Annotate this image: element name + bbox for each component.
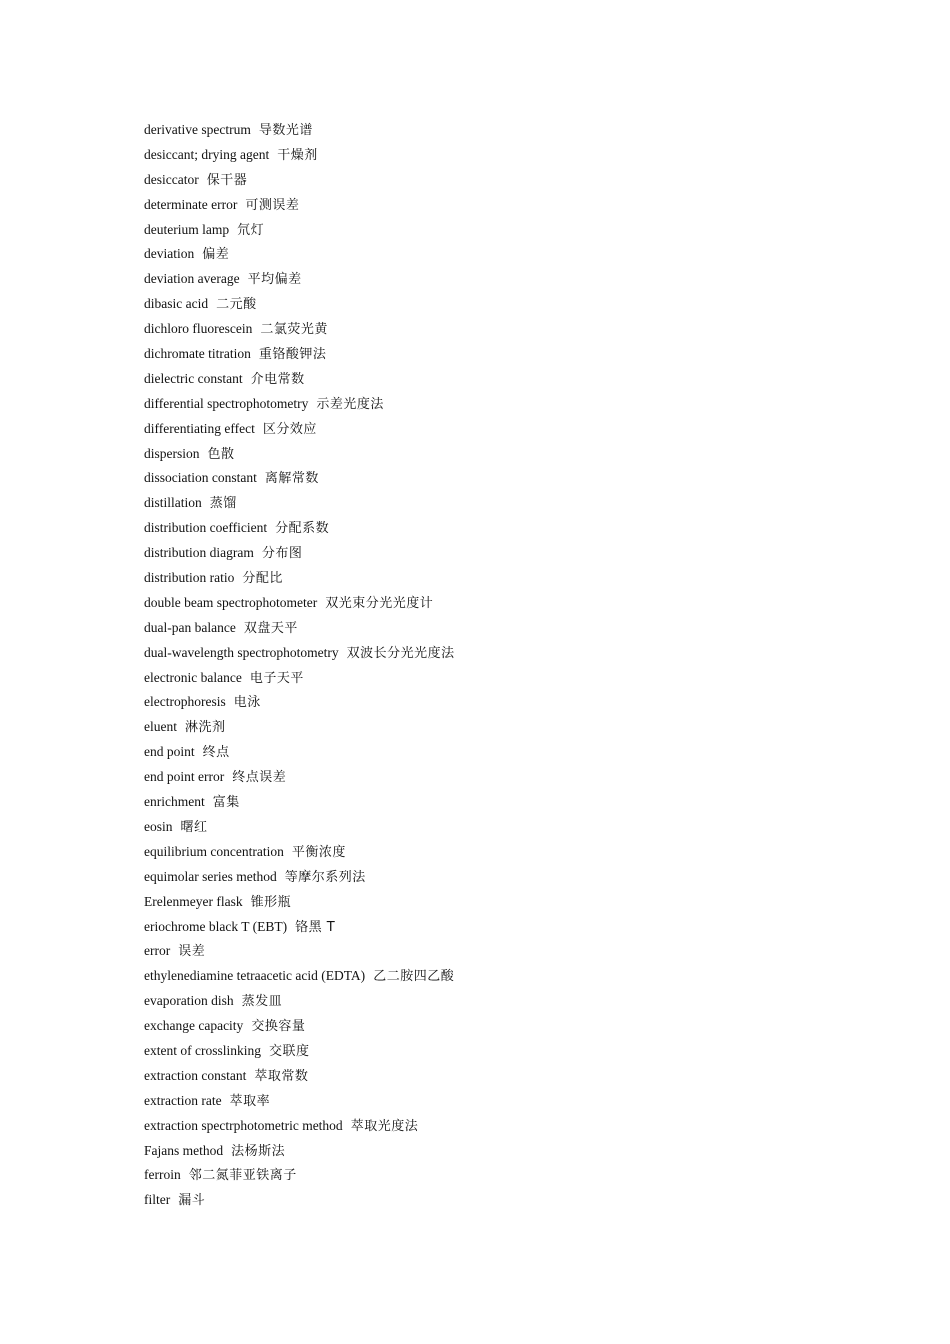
glossary-entry: [144, 468, 455, 493]
english-term: distribution coefficient: [144, 520, 268, 536]
glossary-entry: [144, 867, 455, 892]
glossary-entry: [144, 1165, 455, 1190]
glossary-entry: [144, 568, 455, 593]
english-term: Fajans method: [144, 1142, 224, 1158]
glossary-entry: [144, 319, 455, 344]
chinese-translation: 铬黑 T: [295, 919, 336, 935]
chinese-translation: 双光束分光光度计: [325, 595, 434, 611]
english-term: extent of crosslinking: [144, 1042, 261, 1058]
chinese-translation: 萃取率: [229, 1093, 271, 1109]
english-term: eosin: [144, 818, 173, 834]
glossary-entry: [144, 195, 455, 220]
glossary-entry: [144, 767, 455, 792]
chinese-translation: 双波长分光光度法: [346, 645, 455, 661]
chinese-translation: 蒸发皿: [241, 994, 283, 1010]
english-term: ferroin: [144, 1167, 181, 1183]
english-term: Erelenmeyer flask: [144, 893, 243, 909]
glossary-entry: [144, 294, 455, 319]
chinese-translation: 二氯荧光黄: [260, 322, 328, 338]
english-term: dual-wavelength spectrophotometry: [144, 644, 339, 660]
english-term: error: [144, 943, 171, 959]
glossary-entry: [144, 692, 455, 717]
english-term: distribution ratio: [144, 570, 235, 586]
english-term: deviation average: [144, 271, 240, 287]
english-term: eriochrome black T (EBT): [144, 918, 288, 934]
english-term: desiccant; drying agent: [144, 146, 270, 162]
english-term: extraction spectrphotometric method: [144, 1117, 343, 1133]
glossary-entry: [144, 444, 455, 469]
english-term: distillation: [144, 495, 202, 511]
chinese-translation: 电泳: [233, 695, 261, 711]
english-term: dispersion: [144, 445, 200, 461]
glossary-entry: [144, 892, 455, 917]
glossary-entry: [144, 817, 455, 842]
glossary-entry: [144, 244, 455, 269]
chinese-translation: 终点误差: [232, 770, 287, 786]
english-term: dibasic acid: [144, 296, 209, 312]
glossary-entry: [144, 991, 455, 1016]
chinese-translation: 交换容量: [251, 1019, 306, 1035]
glossary-entry: [144, 518, 455, 543]
glossary-entry: [144, 742, 455, 767]
english-term: determinate error: [144, 196, 238, 212]
glossary-entry: [144, 120, 455, 145]
glossary-entry: [144, 1091, 455, 1116]
chinese-translation: 电子天平: [249, 670, 304, 686]
glossary-entry: [144, 394, 455, 419]
english-term: deviation: [144, 246, 195, 262]
english-term: double beam spectrophotometer: [144, 594, 318, 610]
chinese-translation: 蒸馏: [209, 496, 237, 512]
glossary-entry: [144, 269, 455, 294]
english-term: distribution diagram: [144, 545, 254, 561]
english-term: dual-pan balance: [144, 619, 236, 635]
english-term: dielectric constant: [144, 370, 243, 386]
english-term: deuterium lamp: [144, 221, 230, 237]
glossary-list: [144, 120, 455, 1215]
chinese-translation: 富集: [212, 795, 240, 811]
glossary-entry: [144, 543, 455, 568]
english-term: end point: [144, 744, 195, 760]
chinese-translation: 邻二氮菲亚铁离子: [188, 1168, 297, 1184]
glossary-entry: [144, 1116, 455, 1141]
glossary-entry: [144, 917, 455, 942]
chinese-translation: 误差: [178, 944, 206, 960]
english-term: electronic balance: [144, 669, 242, 685]
chinese-translation: 分布图: [261, 546, 303, 562]
glossary-entry: [144, 941, 455, 966]
glossary-entry: [144, 1141, 455, 1166]
chinese-translation: 分配系数: [275, 521, 330, 537]
chinese-translation: 导数光谱: [258, 123, 313, 138]
chinese-translation: 平均偏差: [247, 272, 302, 288]
glossary-entry: [144, 145, 455, 170]
english-term: desiccator: [144, 171, 199, 187]
chinese-translation: 淋洗剂: [185, 720, 226, 736]
glossary-entry: [144, 369, 455, 394]
glossary-entry: [144, 966, 455, 991]
english-term: dichloro fluorescein: [144, 321, 253, 337]
chinese-translation: 乙二胺四乙酸: [373, 969, 455, 985]
english-term: derivative spectrum: [144, 122, 251, 137]
chinese-translation: 氘灯: [237, 222, 265, 238]
chinese-translation: 介电常数: [250, 371, 305, 387]
glossary-entry: [144, 1016, 455, 1041]
chinese-translation: 离解常数: [264, 471, 319, 487]
english-term: extraction rate: [144, 1092, 222, 1108]
english-term: end point error: [144, 769, 225, 785]
english-term: exchange capacity: [144, 1018, 244, 1034]
glossary-entry: [144, 593, 455, 618]
chinese-translation: 萃取光度法: [350, 1118, 419, 1134]
chinese-translation: 区分效应: [262, 421, 317, 437]
chinese-translation: 干燥剂: [277, 147, 318, 163]
chinese-translation: 色散: [207, 446, 235, 462]
chinese-translation: 分配比: [242, 571, 283, 587]
english-term: filter: [144, 1192, 171, 1208]
chinese-translation: 可测误差: [245, 197, 300, 213]
chinese-translation: 保干器: [206, 172, 248, 188]
glossary-entry: [144, 1066, 455, 1091]
english-term: equimolar series method: [144, 868, 277, 884]
english-term: dichromate titration: [144, 346, 251, 362]
english-term: equilibrium concentration: [144, 843, 284, 859]
glossary-entry: [144, 618, 455, 643]
chinese-translation: 双盘天平: [243, 620, 298, 636]
english-term: dissociation constant: [144, 470, 257, 486]
english-term: enrichment: [144, 794, 205, 810]
chinese-translation: 示差光度法: [316, 396, 384, 412]
glossary-entry: [144, 668, 455, 693]
english-term: electrophoresis: [144, 694, 226, 710]
glossary-entry: [144, 1041, 455, 1066]
glossary-entry: [144, 419, 455, 444]
chinese-translation: 法杨斯法: [231, 1143, 286, 1159]
chinese-translation: 等摩尔系列法: [284, 869, 366, 885]
glossary-entry: [144, 717, 455, 742]
english-term: differentiating effect: [144, 420, 255, 436]
english-term: differential spectrophotometry: [144, 395, 309, 411]
chinese-translation: 萃取常数: [254, 1068, 309, 1084]
glossary-entry: [144, 643, 455, 668]
chinese-translation: 交联度: [268, 1043, 310, 1059]
english-term: extraction constant: [144, 1067, 247, 1083]
glossary-entry: [144, 344, 455, 369]
english-term: evaporation dish: [144, 993, 234, 1009]
english-term: eluent: [144, 719, 177, 735]
chinese-translation: 重铬酸钾法: [258, 347, 327, 363]
english-term: ethylenediamine tetraacetic acid (EDTA): [144, 968, 366, 984]
chinese-translation: 终点: [202, 745, 230, 761]
chinese-translation: 偏差: [202, 247, 230, 263]
chinese-translation: 漏斗: [178, 1193, 206, 1209]
chinese-translation: 二元酸: [216, 297, 257, 313]
glossary-entry: [144, 220, 455, 245]
glossary-entry: [144, 493, 455, 518]
glossary-entry: [144, 792, 455, 817]
chinese-translation: 锥形瓶: [250, 894, 292, 910]
glossary-entry: [144, 1190, 455, 1215]
chinese-translation: 平衡浓度: [291, 844, 346, 860]
glossary-entry: [144, 170, 455, 195]
chinese-translation: 曙红: [180, 819, 208, 835]
glossary-entry: [144, 842, 455, 867]
